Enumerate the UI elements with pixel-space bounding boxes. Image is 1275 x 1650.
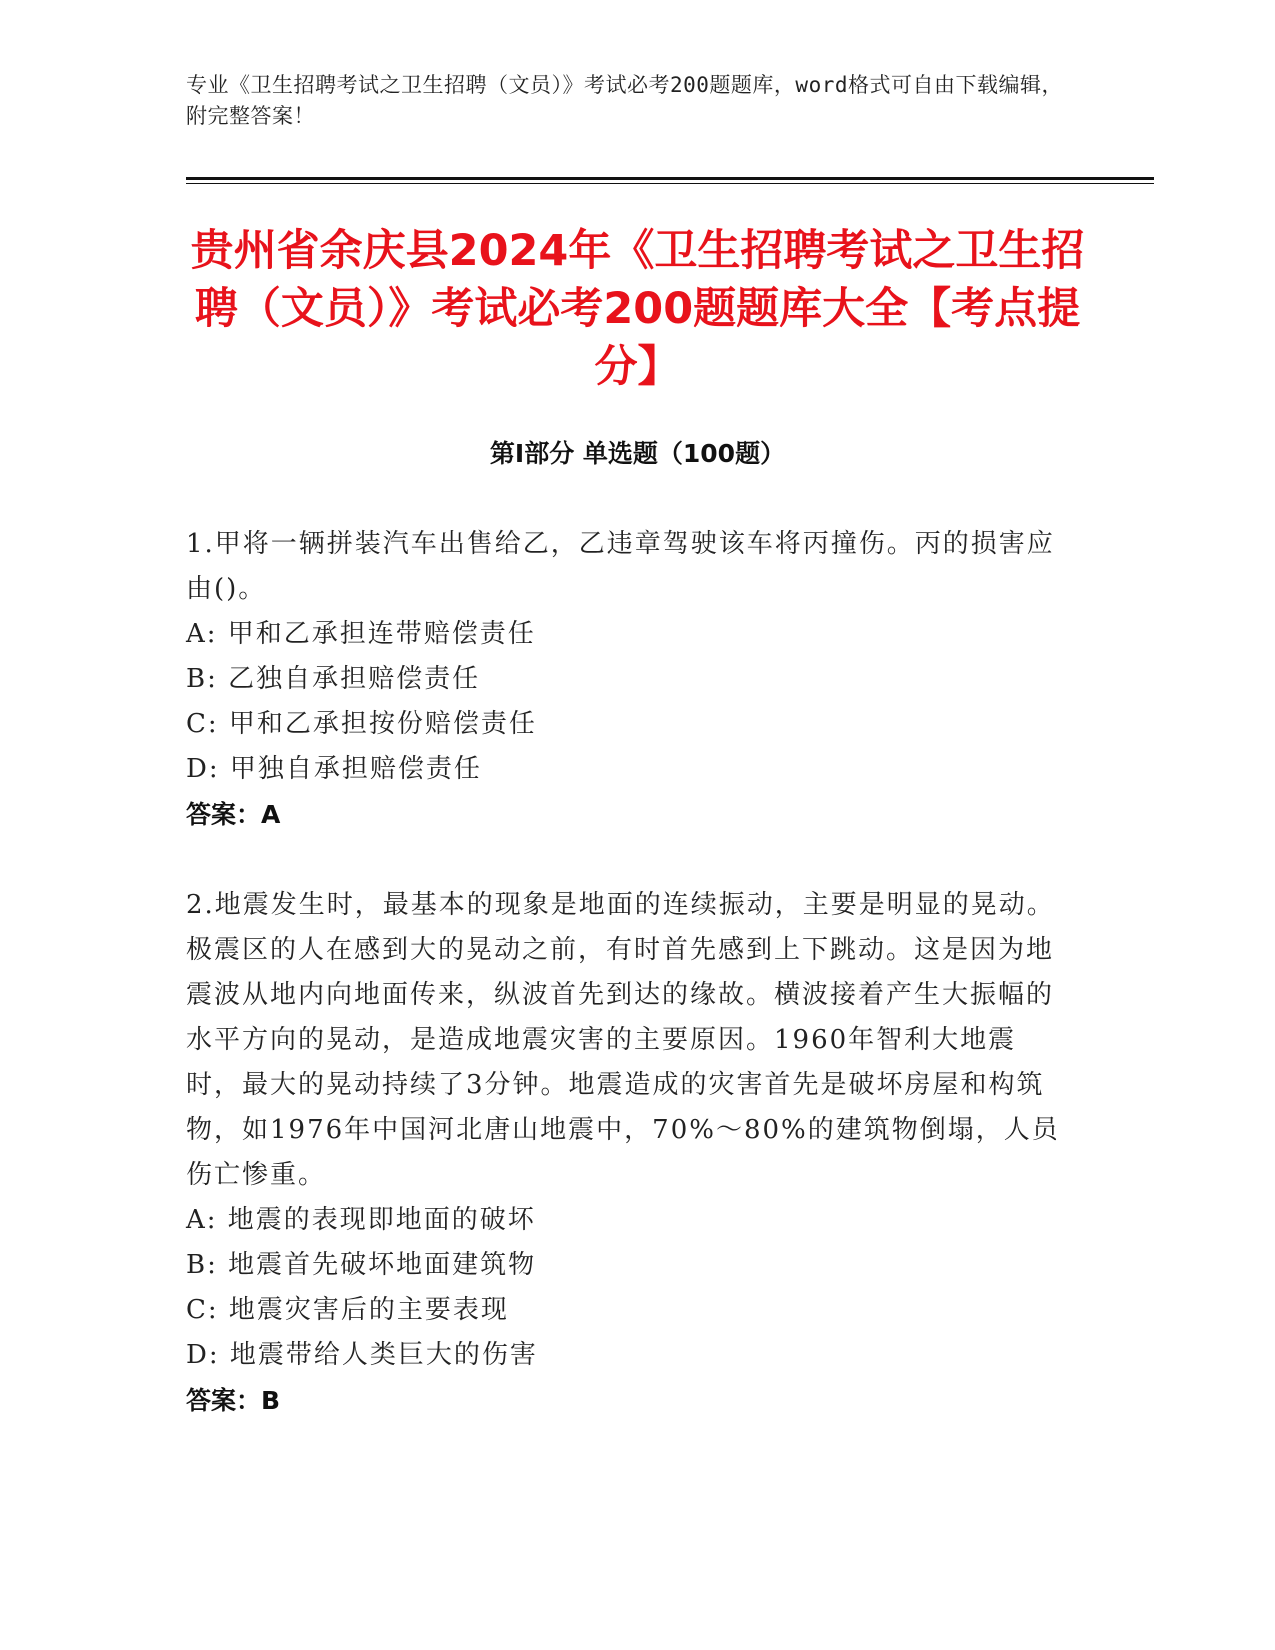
question-stem: 1.甲将一辆拼装汽车出售给乙，乙违章驾驶该车将丙撞伤。丙的损害应由()。 bbox=[186, 529, 1055, 604]
question-block bbox=[186, 883, 1066, 1423]
option-d: D: 甲独自承担赔偿责任 bbox=[186, 754, 482, 784]
question-stem: 2.地震发生时，最基本的现象是地面的连续振动，主要是明显的晃动。极震区的人在感到大的晃动之前，有时首先感到上下跳动。这是因为地震波从地内向地面传来，纵波首先到达的缘故。横波接着产生大振幅的水平方向的晃动，是造成地震灾害的主要原因。1960年智利大地震时，最大的晃动持续了3分钟。地震造成的灾害首先是破坏房屋和构筑物，如1976年中国河北唐山地震中，70%～80%的建筑物倒塌，人员伤亡惨重。 bbox=[186, 890, 1060, 1190]
answer-line: 答案：B bbox=[186, 1386, 281, 1415]
option-a: A: 地震的表现即地面的破坏 bbox=[186, 1205, 536, 1235]
option-b: B: 地震首先破坏地面建筑物 bbox=[186, 1250, 537, 1280]
option-a: A: 甲和乙承担连带赔偿责任 bbox=[186, 619, 536, 649]
option-b: B: 乙独自承担赔偿责任 bbox=[186, 664, 481, 694]
document-title: 贵州省余庆县2024年《卫生招聘考试之卫生招聘（文员）》考试必考200题题库大全【考点提分】 bbox=[190, 226, 1085, 392]
header-divider-thick bbox=[186, 177, 1154, 180]
question-block bbox=[186, 522, 1066, 837]
option-c: C: 甲和乙承担按份赔偿责任 bbox=[186, 709, 537, 739]
answer-line: 答案：A bbox=[186, 800, 281, 829]
header-divider-thin bbox=[186, 183, 1154, 184]
option-c: C: 地震灾害后的主要表现 bbox=[186, 1295, 509, 1325]
section-title: 第Ⅰ部分 单选题（100题） bbox=[489, 439, 786, 468]
header-note: 专业《卫生招聘考试之卫生招聘（文员）》考试必考200题题库，word格式可自由下载编辑，附完整答案！ bbox=[186, 73, 1063, 128]
option-d: D: 地震带给人类巨大的伤害 bbox=[186, 1340, 538, 1370]
